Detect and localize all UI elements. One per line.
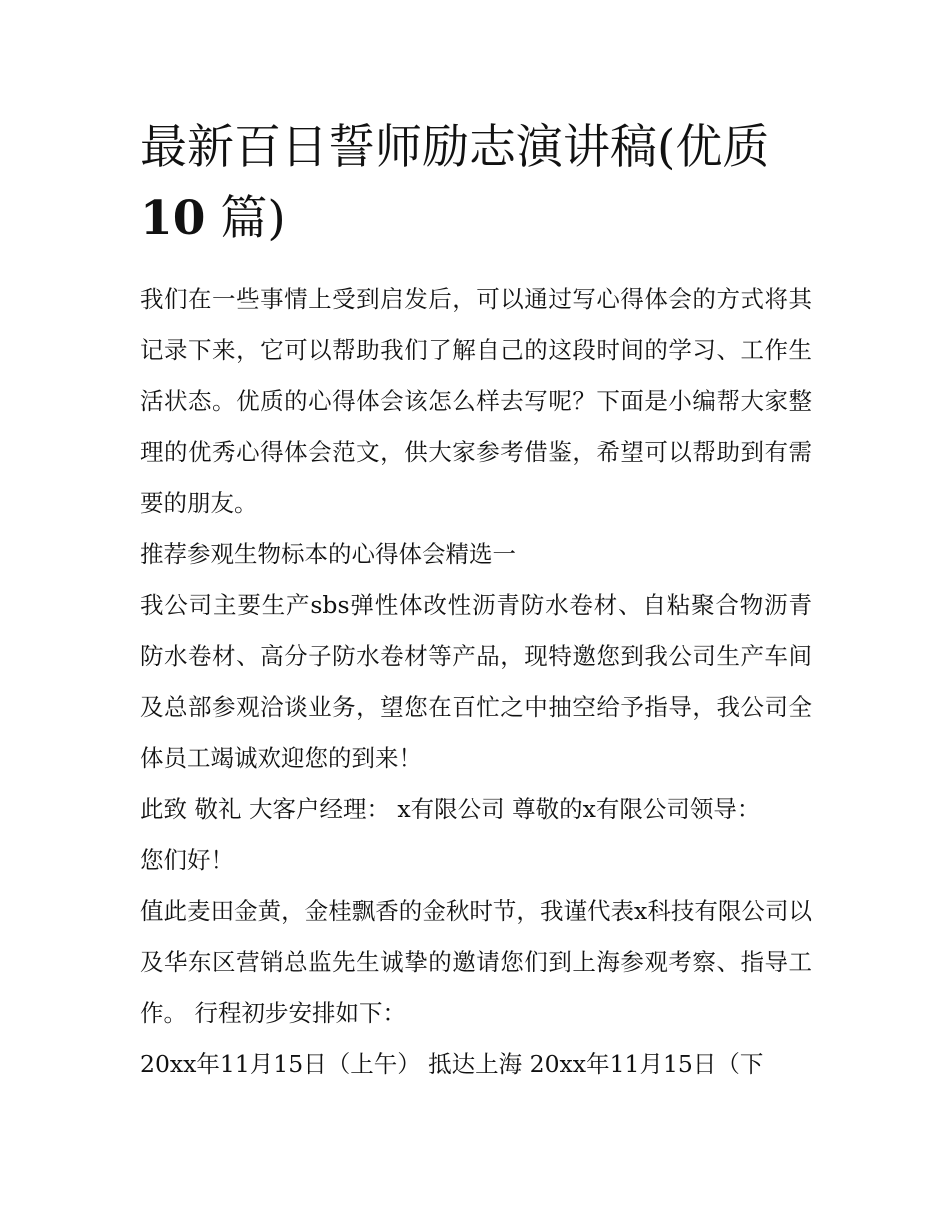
section-heading: 推荐参观生物标本的心得体会精选一 bbox=[140, 540, 516, 568]
salutation-line: 此致 敬礼 大客户经理： x有限公司 尊敬的x有限公司领导： bbox=[140, 795, 761, 823]
document-body bbox=[140, 274, 812, 1090]
intro-paragraph: 我们在一些事情上受到启发后，可以通过写心得体会的方式将其记录下来，它可以帮助我们了解自己的这段时间的学习、工作生活状态。优质的心得体会该怎么样去写呢？下面是小编帮大家整理的优秀心得体会范文，供大家参考借鉴，希望可以帮助到有需要的朋友。 bbox=[140, 285, 812, 517]
document-title: 最新百日誓师励志演讲稿(优质10 篇) bbox=[140, 120, 770, 246]
invitation-paragraph: 值此麦田金黄，金桂飘香的金秋时节，我谨代表x科技有限公司以及华东区营销总监先生诚挚的邀请您们到上海参观考察、指导工作。 行程初步安排如下： bbox=[140, 897, 812, 1027]
company-paragraph: 我公司主要生产sbs弹性体改性沥青防水卷材、自粘聚合物沥青防水卷材、高分子防水卷材等产品，现特邀您到我公司生产车间及总部参观洽谈业务，望您在百忙之中抽空给予指导，我公司全体员工竭诚欢迎您的到来！ bbox=[140, 591, 812, 772]
greeting-line: 您们好！ bbox=[140, 846, 234, 874]
schedule-line: 20xx年11月15日（上午） 抵达上海 20xx年11月15日（下 bbox=[140, 1050, 764, 1078]
